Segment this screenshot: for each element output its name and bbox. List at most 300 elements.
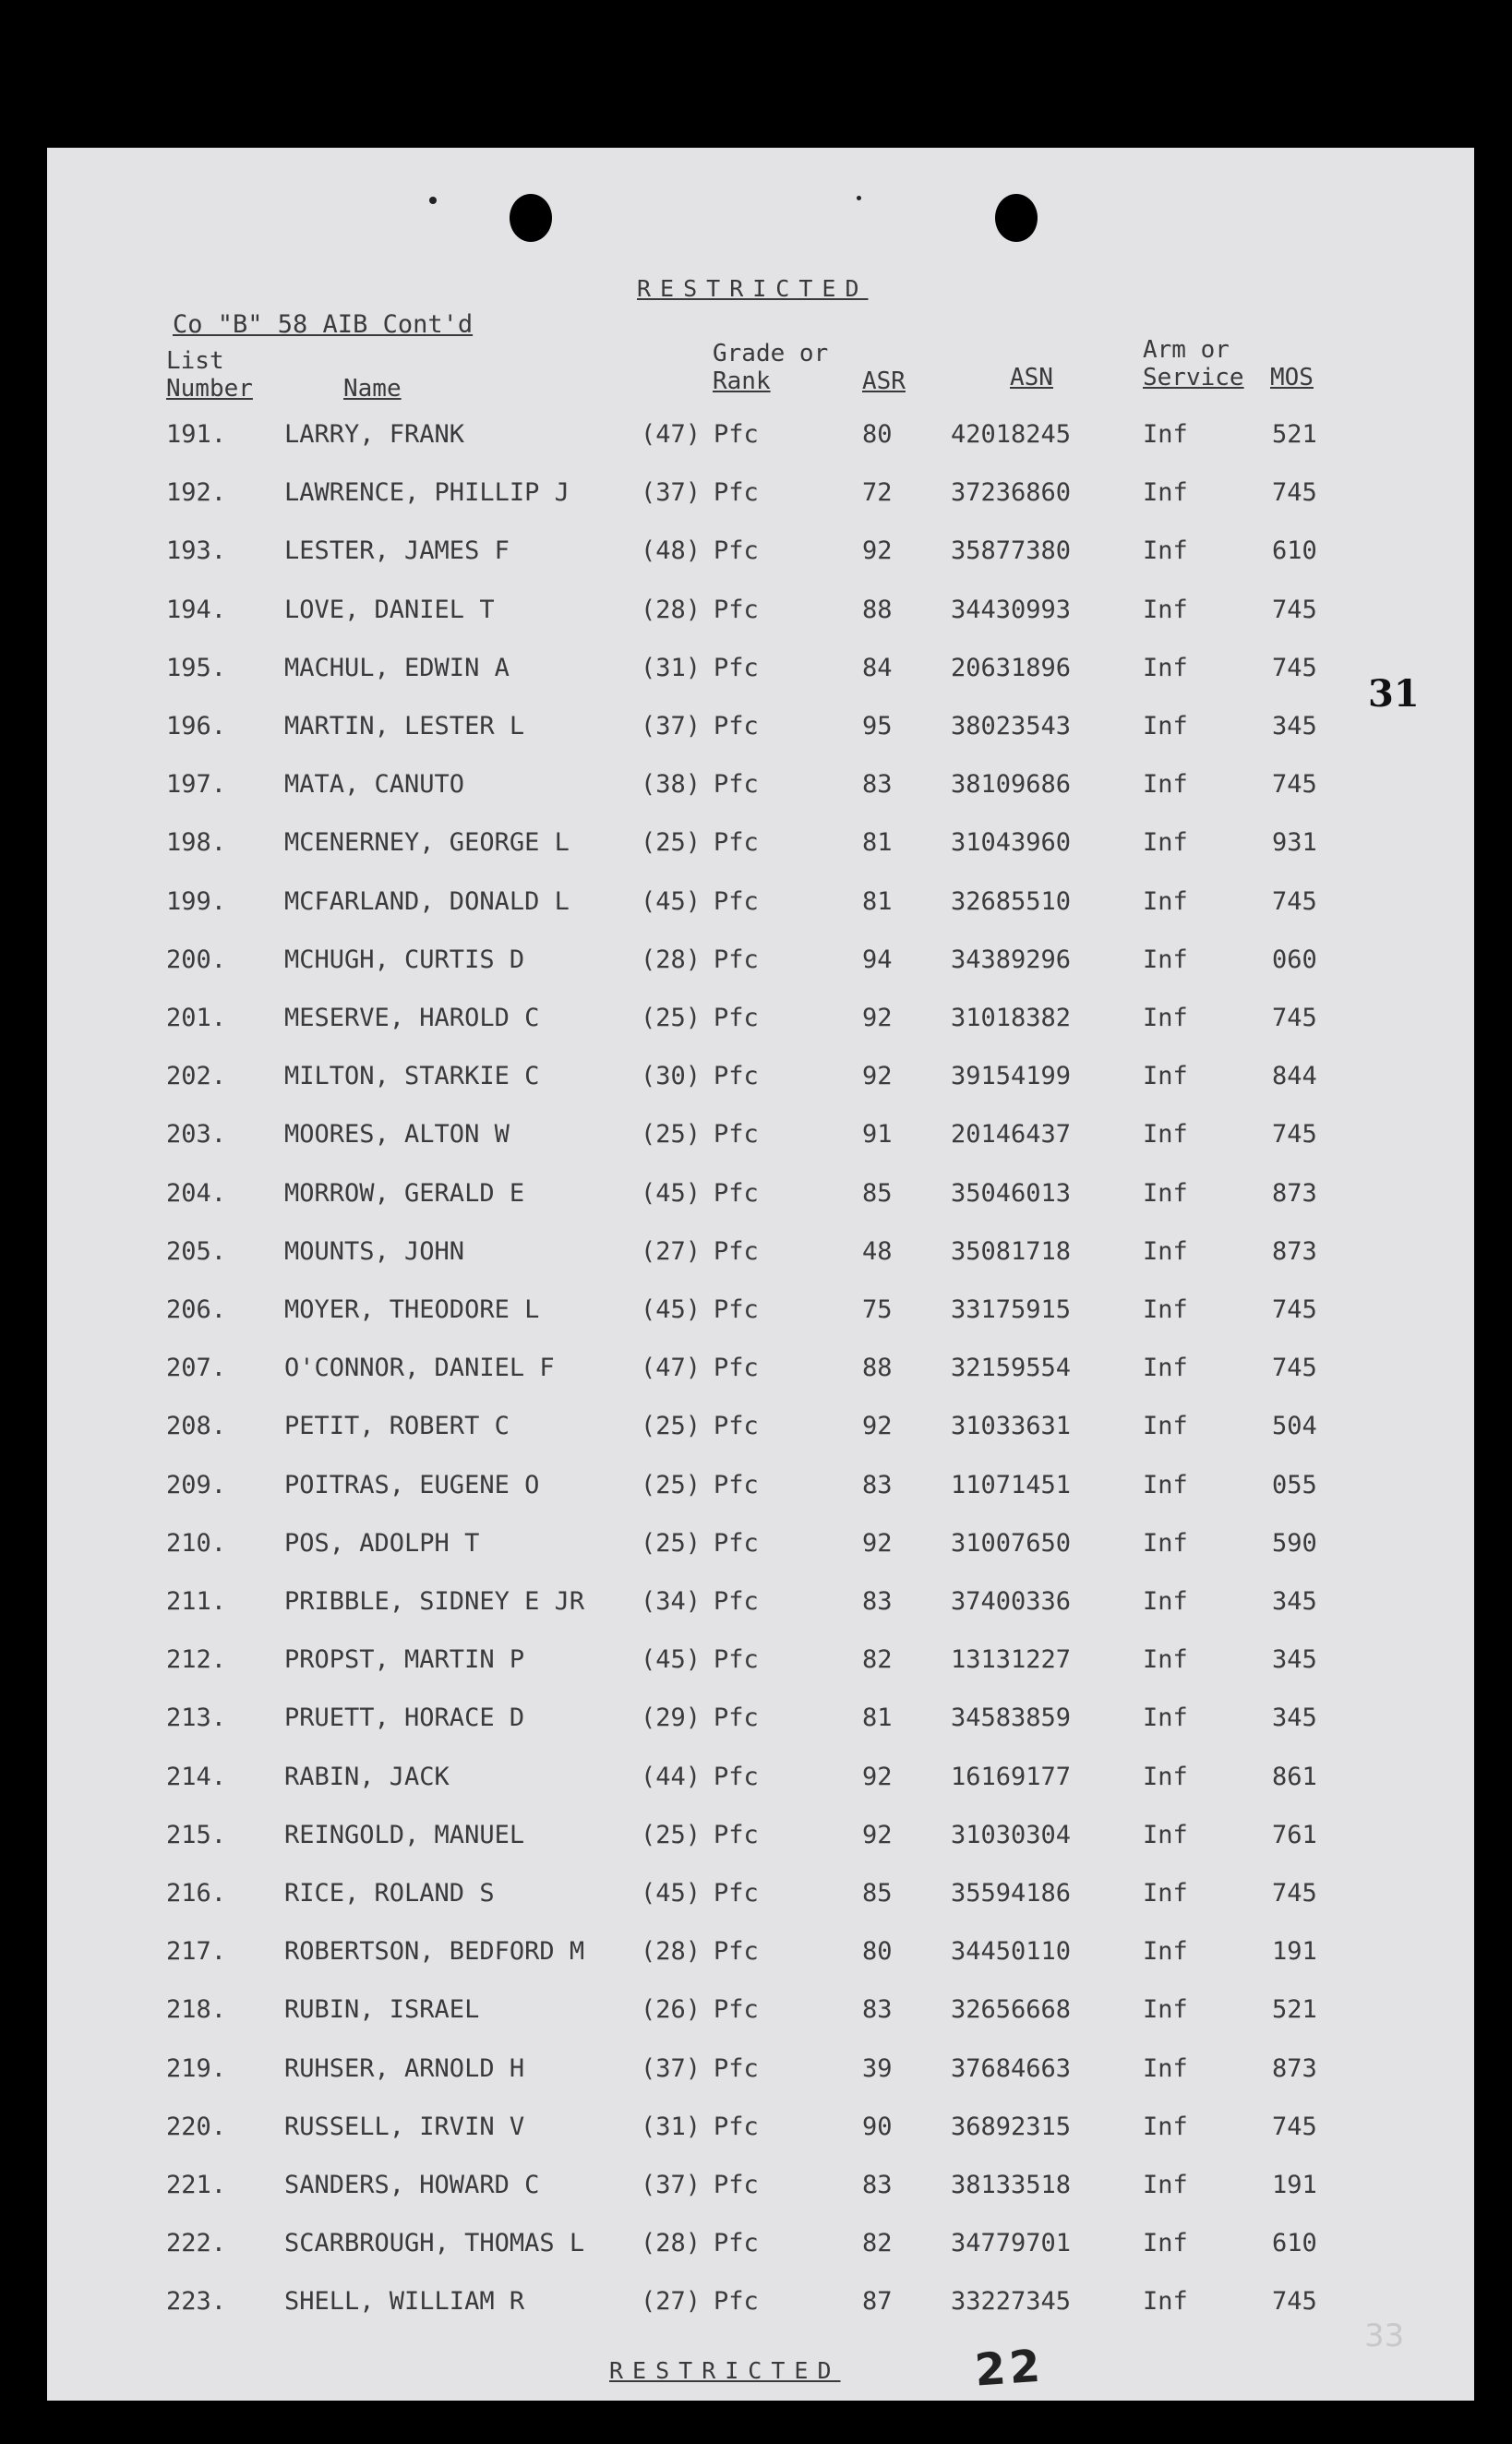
row-rank: Pfc xyxy=(714,536,759,566)
row-arm: Inf xyxy=(1143,1937,1188,1967)
row-age: (38) xyxy=(641,770,702,800)
row-number: 217. xyxy=(166,1937,227,1967)
row-rank: Pfc xyxy=(714,1412,759,1441)
row-arm: Inf xyxy=(1143,1354,1188,1383)
row-asr: 75 xyxy=(862,1295,893,1324)
row-number: 201. xyxy=(166,1004,227,1032)
row-asn: 35046013 xyxy=(951,1178,1072,1208)
row-arm: Inf xyxy=(1143,1528,1188,1558)
table-row xyxy=(0,1179,1512,1216)
row-name: PRIBBLE, SIDNEY E JR xyxy=(284,1587,585,1616)
row-rank: Pfc xyxy=(714,1937,759,1967)
row-rank: Pfc xyxy=(714,420,759,449)
row-arm: Inf xyxy=(1143,1587,1188,1616)
row-mos: 745 xyxy=(1272,1295,1317,1324)
side-page-number: 31 xyxy=(1368,672,1420,716)
row-asr: 80 xyxy=(862,420,893,449)
row-asr: 83 xyxy=(862,1587,893,1616)
row-asn: 34450110 xyxy=(951,1937,1072,1967)
row-age: (30) xyxy=(641,1062,702,1091)
row-asn: 35594186 xyxy=(951,1879,1072,1908)
table-row xyxy=(0,1004,1512,1041)
row-age: (28) xyxy=(641,1937,702,1967)
row-mos: 504 xyxy=(1272,1412,1317,1441)
row-mos: 873 xyxy=(1272,1178,1317,1208)
row-mos: 844 xyxy=(1272,1062,1317,1091)
row-age: (31) xyxy=(641,653,702,682)
row-mos: 745 xyxy=(1272,2287,1317,2317)
header-name: Name xyxy=(343,375,402,403)
row-rank: Pfc xyxy=(714,2287,759,2317)
row-asr: 92 xyxy=(862,1412,893,1441)
row-name: LOVE, DANIEL T xyxy=(284,595,495,624)
row-arm: Inf xyxy=(1143,1236,1188,1266)
row-mos: 060 xyxy=(1272,945,1317,974)
header-asn: ASN xyxy=(1010,364,1053,391)
row-arm: Inf xyxy=(1143,1295,1188,1324)
table-row xyxy=(0,1237,1512,1274)
row-number: 202. xyxy=(166,1062,227,1091)
row-arm: Inf xyxy=(1143,886,1188,916)
row-mos: 345 xyxy=(1272,712,1317,740)
row-mos: 345 xyxy=(1272,1587,1317,1616)
row-number: 222. xyxy=(166,2229,227,2258)
row-name: MOORES, ALTON W xyxy=(284,1120,510,1150)
row-mos: 873 xyxy=(1272,1236,1317,1266)
row-mos: 745 xyxy=(1272,653,1317,682)
row-mos: 345 xyxy=(1272,1645,1317,1675)
row-age: (34) xyxy=(641,1587,702,1616)
row-name: SHELL, WILLIAM R xyxy=(284,2287,525,2317)
row-arm: Inf xyxy=(1143,1820,1188,1849)
row-mos: 345 xyxy=(1272,1704,1317,1733)
row-number: 209. xyxy=(166,1470,227,1499)
row-arm: Inf xyxy=(1143,1879,1188,1908)
row-mos: 521 xyxy=(1272,1995,1317,2025)
row-mos: 610 xyxy=(1272,2229,1317,2258)
row-arm: Inf xyxy=(1143,420,1188,449)
table-row xyxy=(0,2113,1512,2149)
row-asr: 90 xyxy=(862,2112,893,2141)
row-asn: 16169177 xyxy=(951,1762,1072,1791)
row-name: ROBERTSON, BEDFORD M xyxy=(284,1937,585,1967)
restricted-header: RESTRICTED xyxy=(637,275,869,302)
row-asr: 82 xyxy=(862,1645,893,1675)
row-arm: Inf xyxy=(1143,1645,1188,1675)
row-asn: 38133518 xyxy=(951,2171,1072,2199)
row-age: (27) xyxy=(641,1236,702,1266)
row-arm: Inf xyxy=(1143,2287,1188,2317)
row-age: (37) xyxy=(641,2053,702,2083)
row-name: MOYER, THEODORE L xyxy=(284,1295,540,1324)
table-row xyxy=(0,1879,1512,1916)
row-number: 194. xyxy=(166,595,227,624)
row-number: 195. xyxy=(166,653,227,682)
row-arm: Inf xyxy=(1143,1995,1188,2025)
row-asn: 20631896 xyxy=(951,653,1072,682)
row-age: (25) xyxy=(641,1004,702,1032)
row-age: (28) xyxy=(641,945,702,974)
row-age: (25) xyxy=(641,1412,702,1441)
row-mos: 055 xyxy=(1272,1470,1317,1499)
row-name: MACHUL, EDWIN A xyxy=(284,653,510,682)
row-number: 214. xyxy=(166,1762,227,1791)
row-arm: Inf xyxy=(1143,1470,1188,1499)
row-name: RABIN, JACK xyxy=(284,1762,450,1791)
row-age: (37) xyxy=(641,478,702,508)
row-arm: Inf xyxy=(1143,2112,1188,2141)
row-number: 220. xyxy=(166,2112,227,2141)
row-arm: Inf xyxy=(1143,1412,1188,1441)
row-asn: 34430993 xyxy=(951,595,1072,624)
row-asn: 34779701 xyxy=(951,2229,1072,2258)
row-asn: 11071451 xyxy=(951,1470,1072,1499)
table-row xyxy=(0,1529,1512,1566)
row-arm: Inf xyxy=(1143,478,1188,508)
row-asn: 32656668 xyxy=(951,1995,1072,2025)
row-mos: 745 xyxy=(1272,595,1317,624)
header-grade xyxy=(713,340,828,395)
row-mos: 873 xyxy=(1272,2053,1317,2083)
row-number: 211. xyxy=(166,1587,227,1616)
punch-hole-right xyxy=(995,194,1038,242)
row-number: 200. xyxy=(166,945,227,974)
company-title: Co "B" 58 AIB Cont'd xyxy=(173,310,474,339)
row-age: (47) xyxy=(641,1354,702,1383)
row-rank: Pfc xyxy=(714,1645,759,1675)
row-number: 221. xyxy=(166,2171,227,2199)
row-asn: 38023543 xyxy=(951,712,1072,740)
row-age: (28) xyxy=(641,2229,702,2258)
row-arm: Inf xyxy=(1143,1062,1188,1091)
header-grade-line1: Grade or xyxy=(713,340,829,367)
row-mos: 745 xyxy=(1272,886,1317,916)
row-name: PROPST, MARTIN P xyxy=(284,1645,525,1675)
header-arm-line2: Service xyxy=(1143,364,1244,391)
row-mos: 191 xyxy=(1272,1937,1317,1967)
row-number: 216. xyxy=(166,1879,227,1908)
row-name: SCARBROUGH, THOMAS L xyxy=(284,2229,585,2258)
row-mos: 745 xyxy=(1272,1354,1317,1383)
row-mos: 931 xyxy=(1272,828,1317,858)
row-number: 207. xyxy=(166,1354,227,1383)
row-rank: Pfc xyxy=(714,1879,759,1908)
table-row xyxy=(0,1120,1512,1157)
header-grade-line2: Rank xyxy=(713,367,771,395)
speck-dot xyxy=(429,197,437,204)
row-asn: 32685510 xyxy=(951,886,1072,916)
row-rank: Pfc xyxy=(714,770,759,800)
row-asr: 81 xyxy=(862,828,893,858)
row-number: 210. xyxy=(166,1528,227,1558)
row-age: (25) xyxy=(641,1120,702,1150)
row-name: MATA, CANUTO xyxy=(284,770,465,800)
row-age: (25) xyxy=(641,1470,702,1499)
faint-page-number: 33 xyxy=(1364,2318,1405,2354)
row-asr: 92 xyxy=(862,1820,893,1849)
row-rank: Pfc xyxy=(714,478,759,508)
row-number: 196. xyxy=(166,712,227,740)
row-number: 199. xyxy=(166,886,227,916)
table-row xyxy=(0,478,1512,515)
row-age: (26) xyxy=(641,1995,702,2025)
row-age: (45) xyxy=(641,1178,702,1208)
row-age: (27) xyxy=(641,2287,702,2317)
row-asr: 92 xyxy=(862,1528,893,1558)
table-row xyxy=(0,712,1512,749)
row-asr: 72 xyxy=(862,478,893,508)
row-asn: 31043960 xyxy=(951,828,1072,858)
header-arm-line1: Arm or xyxy=(1143,336,1230,364)
row-age: (48) xyxy=(641,536,702,566)
row-arm: Inf xyxy=(1143,2229,1188,2258)
row-mos: 610 xyxy=(1272,536,1317,566)
row-rank: Pfc xyxy=(714,1528,759,1558)
row-name: POS, ADOLPH T xyxy=(284,1528,480,1558)
row-rank: Pfc xyxy=(714,1295,759,1324)
row-rank: Pfc xyxy=(714,1062,759,1091)
row-asr: 95 xyxy=(862,712,893,740)
row-age: (25) xyxy=(641,1528,702,1558)
row-number: 192. xyxy=(166,478,227,508)
row-number: 204. xyxy=(166,1178,227,1208)
row-name: LESTER, JAMES F xyxy=(284,536,510,566)
row-asn: 31033631 xyxy=(951,1412,1072,1441)
row-age: (25) xyxy=(641,1820,702,1849)
row-rank: Pfc xyxy=(714,886,759,916)
row-asn: 36892315 xyxy=(951,2112,1072,2141)
row-number: 213. xyxy=(166,1704,227,1733)
row-rank: Pfc xyxy=(714,2229,759,2258)
row-asr: 88 xyxy=(862,1354,893,1383)
row-asn: 37400336 xyxy=(951,1587,1072,1616)
row-asr: 92 xyxy=(862,1062,893,1091)
row-number: 218. xyxy=(166,1995,227,2025)
row-arm: Inf xyxy=(1143,1762,1188,1791)
table-row xyxy=(0,654,1512,691)
row-rank: Pfc xyxy=(714,1587,759,1616)
row-asr: 91 xyxy=(862,1120,893,1150)
row-asr: 85 xyxy=(862,1178,893,1208)
row-asn: 20146437 xyxy=(951,1120,1072,1150)
table-row xyxy=(0,770,1512,807)
row-rank: Pfc xyxy=(714,2171,759,2199)
row-asr: 94 xyxy=(862,945,893,974)
row-name: REINGOLD, MANUEL xyxy=(284,1820,525,1849)
row-name: RUSSELL, IRVIN V xyxy=(284,2112,525,2141)
row-rank: Pfc xyxy=(714,595,759,624)
row-asn: 34389296 xyxy=(951,945,1072,974)
table-row xyxy=(0,596,1512,632)
row-mos: 745 xyxy=(1272,1879,1317,1908)
row-asr: 80 xyxy=(862,1937,893,1967)
row-asn: 34583859 xyxy=(951,1704,1072,1733)
row-asr: 87 xyxy=(862,2287,893,2317)
row-asr: 48 xyxy=(862,1236,893,1266)
row-name: O'CONNOR, DANIEL F xyxy=(284,1354,555,1383)
row-asn: 31018382 xyxy=(951,1004,1072,1032)
row-age: (29) xyxy=(641,1704,702,1733)
row-name: MILTON, STARKIE C xyxy=(284,1062,540,1091)
row-name: LAWRENCE, PHILLIP J xyxy=(284,478,570,508)
row-name: LARRY, FRANK xyxy=(284,420,465,449)
row-rank: Pfc xyxy=(714,1704,759,1733)
row-number: 212. xyxy=(166,1645,227,1675)
row-asr: 92 xyxy=(862,1762,893,1791)
row-arm: Inf xyxy=(1143,653,1188,682)
row-asn: 33227345 xyxy=(951,2287,1072,2317)
row-asn: 42018245 xyxy=(951,420,1072,449)
row-name: PRUETT, HORACE D xyxy=(284,1704,525,1733)
row-asr: 84 xyxy=(862,653,893,682)
row-mos: 745 xyxy=(1272,1004,1317,1032)
row-age: (25) xyxy=(641,828,702,858)
header-list-line1: List xyxy=(166,347,224,375)
row-name: MORROW, GERALD E xyxy=(284,1178,525,1208)
table-row xyxy=(0,2287,1512,2324)
row-arm: Inf xyxy=(1143,828,1188,858)
row-mos: 745 xyxy=(1272,770,1317,800)
header-list-number xyxy=(166,347,253,403)
row-mos: 761 xyxy=(1272,1820,1317,1849)
row-mos: 745 xyxy=(1272,1120,1317,1150)
row-age: (47) xyxy=(641,420,702,449)
row-asr: 82 xyxy=(862,2229,893,2258)
row-rank: Pfc xyxy=(714,1004,759,1032)
row-age: (44) xyxy=(641,1762,702,1791)
table-row xyxy=(0,2229,1512,2266)
row-rank: Pfc xyxy=(714,1820,759,1849)
row-rank: Pfc xyxy=(714,712,759,740)
row-age: (45) xyxy=(641,1879,702,1908)
table-row xyxy=(0,1587,1512,1624)
row-asr: 39 xyxy=(862,2053,893,2083)
row-name: RICE, ROLAND S xyxy=(284,1879,495,1908)
row-age: (45) xyxy=(641,1645,702,1675)
row-name: MCHUGH, CURTIS D xyxy=(284,945,525,974)
row-arm: Inf xyxy=(1143,2053,1188,2083)
row-asn: 37684663 xyxy=(951,2053,1072,2083)
table-row xyxy=(0,1412,1512,1449)
restricted-footer: RESTRICTED xyxy=(609,2357,841,2384)
table-row xyxy=(0,420,1512,457)
header-list-line2: Number xyxy=(166,375,253,403)
row-asr: 88 xyxy=(862,595,893,624)
header-arm xyxy=(1143,336,1244,391)
handwritten-page-number: 22 xyxy=(973,2340,1046,2397)
row-rank: Pfc xyxy=(714,2053,759,2083)
row-asn: 31007650 xyxy=(951,1528,1072,1558)
row-rank: Pfc xyxy=(714,653,759,682)
table-row xyxy=(0,1763,1512,1800)
header-asr: ASR xyxy=(862,367,906,395)
table-row xyxy=(0,1295,1512,1332)
row-number: 219. xyxy=(166,2053,227,2083)
row-age: (37) xyxy=(641,712,702,740)
row-arm: Inf xyxy=(1143,536,1188,566)
table-row xyxy=(0,1354,1512,1391)
table-row xyxy=(0,1471,1512,1508)
row-asn: 35081718 xyxy=(951,1236,1072,1266)
row-asn: 33175915 xyxy=(951,1295,1072,1324)
row-name: MOUNTS, JOHN xyxy=(284,1236,465,1266)
row-asr: 92 xyxy=(862,1004,893,1032)
row-asn: 38109686 xyxy=(951,770,1072,800)
row-asr: 92 xyxy=(862,536,893,566)
row-asn: 37236860 xyxy=(951,478,1072,508)
row-number: 203. xyxy=(166,1120,227,1150)
row-mos: 521 xyxy=(1272,420,1317,449)
speck-dot xyxy=(857,196,861,200)
row-arm: Inf xyxy=(1143,595,1188,624)
row-mos: 861 xyxy=(1272,1762,1317,1791)
row-number: 197. xyxy=(166,770,227,800)
row-name: PETIT, ROBERT C xyxy=(284,1412,510,1441)
row-arm: Inf xyxy=(1143,1178,1188,1208)
row-asr: 81 xyxy=(862,886,893,916)
row-name: RUBIN, ISRAEL xyxy=(284,1995,480,2025)
row-name: MCENERNEY, GEORGE L xyxy=(284,828,570,858)
row-number: 215. xyxy=(166,1820,227,1849)
row-mos: 590 xyxy=(1272,1528,1317,1558)
punch-hole-left xyxy=(510,194,552,242)
table-row xyxy=(0,1704,1512,1740)
table-row xyxy=(0,1995,1512,2032)
row-rank: Pfc xyxy=(714,1470,759,1499)
row-number: 208. xyxy=(166,1412,227,1441)
table-row xyxy=(0,828,1512,865)
row-age: (45) xyxy=(641,1295,702,1324)
row-rank: Pfc xyxy=(714,828,759,858)
table-row xyxy=(0,945,1512,982)
row-arm: Inf xyxy=(1143,1120,1188,1150)
row-asn: 13131227 xyxy=(951,1645,1072,1675)
row-asr: 81 xyxy=(862,1704,893,1733)
row-asn: 31030304 xyxy=(951,1820,1072,1849)
row-asr: 83 xyxy=(862,770,893,800)
row-asr: 83 xyxy=(862,2171,893,2199)
row-number: 193. xyxy=(166,536,227,566)
row-rank: Pfc xyxy=(714,1120,759,1150)
row-arm: Inf xyxy=(1143,945,1188,974)
row-rank: Pfc xyxy=(714,945,759,974)
table-row xyxy=(0,2171,1512,2208)
row-name: MCFARLAND, DONALD L xyxy=(284,886,570,916)
row-age: (28) xyxy=(641,595,702,624)
table-row xyxy=(0,1937,1512,1974)
row-mos: 191 xyxy=(1272,2171,1317,2199)
row-number: 198. xyxy=(166,828,227,858)
row-mos: 745 xyxy=(1272,2112,1317,2141)
row-number: 223. xyxy=(166,2287,227,2317)
row-name: MARTIN, LESTER L xyxy=(284,712,525,740)
row-age: (31) xyxy=(641,2112,702,2141)
row-mos: 745 xyxy=(1272,478,1317,508)
row-asn: 39154199 xyxy=(951,1062,1072,1091)
row-arm: Inf xyxy=(1143,712,1188,740)
table-row xyxy=(0,1645,1512,1682)
row-asr: 83 xyxy=(862,1995,893,2025)
row-asn: 32159554 xyxy=(951,1354,1072,1383)
table-row xyxy=(0,887,1512,924)
row-asr: 83 xyxy=(862,1470,893,1499)
row-arm: Inf xyxy=(1143,770,1188,800)
row-number: 206. xyxy=(166,1295,227,1324)
row-name: MESERVE, HAROLD C xyxy=(284,1004,540,1032)
row-asn: 35877380 xyxy=(951,536,1072,566)
row-arm: Inf xyxy=(1143,1704,1188,1733)
row-rank: Pfc xyxy=(714,1762,759,1791)
